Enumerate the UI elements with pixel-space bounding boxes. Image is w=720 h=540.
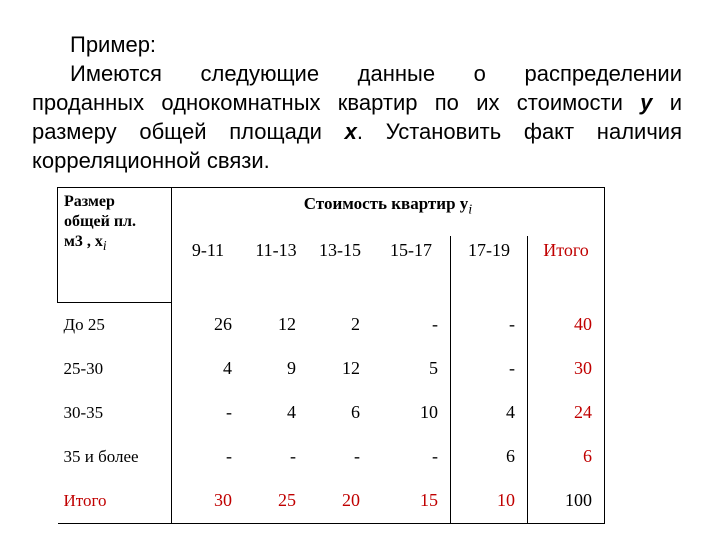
column-total-cell: 25	[244, 479, 308, 524]
row-header-cell	[58, 188, 172, 303]
table-row	[58, 302, 605, 347]
var-y: y	[640, 90, 653, 115]
table-cell: -	[451, 347, 528, 391]
column-total-cell: 15	[372, 479, 451, 524]
intro-line-3-tail: . Установить факт наличия	[356, 119, 682, 144]
row-label: 25-30	[63, 358, 104, 378]
table-row	[58, 347, 605, 391]
col-group-header	[172, 188, 605, 237]
table-row	[58, 391, 605, 435]
column-total-cell: 30	[172, 479, 245, 524]
table-cell: 10	[372, 391, 451, 435]
table-cell: 12	[278, 313, 296, 334]
table-cell: -	[172, 435, 245, 479]
table-cell: -	[372, 302, 451, 347]
col-header-4: 15-17	[372, 236, 451, 302]
var-x: x	[344, 119, 357, 144]
row-label-total: Итого	[58, 479, 172, 524]
row-total-cell: 30	[528, 347, 605, 391]
row-total-cell: 24	[528, 391, 605, 435]
intro-text	[32, 30, 682, 175]
table-cell: -	[372, 435, 451, 479]
col-header-5: 17-19	[451, 236, 528, 302]
table-row-total	[58, 479, 605, 524]
table-cell: 4	[172, 347, 245, 391]
col-header-3: 13-15	[319, 240, 361, 260]
row-label: До 25	[58, 302, 172, 347]
table-cell: 26	[172, 302, 245, 347]
table-cell: 6	[451, 435, 528, 479]
row-label: 35 и более	[63, 446, 139, 466]
column-total-cell: 10	[451, 479, 528, 524]
table-cell: 6	[351, 402, 360, 422]
intro-line-1: Имеются следующие данные о распределении	[70, 61, 682, 86]
intro-line-4: корреляционной связи.	[32, 148, 270, 173]
table-cell: 4	[287, 402, 296, 422]
col-header-1: 9-11	[191, 240, 225, 260]
example-title: Пример:	[70, 32, 157, 57]
table-cell: 4	[451, 391, 528, 435]
col-group-header-text: Стоимость квартир y	[303, 194, 469, 213]
grand-total-cell: 100	[528, 479, 605, 524]
table-cell: -	[172, 391, 245, 435]
row-label: 30-35	[63, 402, 104, 422]
col-group-sub: i	[468, 201, 473, 218]
intro-line-3-text: размеру общей площади	[32, 119, 322, 144]
row-total-cell: 40	[528, 302, 605, 347]
table-cell: 2	[351, 313, 360, 334]
intro-line-3	[32, 117, 682, 146]
table-row	[58, 435, 605, 479]
table-cell: 12	[342, 358, 360, 378]
col-header-total: Итого	[528, 236, 605, 302]
table-cell: -	[451, 302, 528, 347]
intro-line-2-text: проданных однокомнатных квартир по их стоимости	[32, 90, 623, 115]
row-header-line-2: общей пл.	[64, 213, 137, 230]
table-cell: 9	[287, 358, 296, 378]
row-header-line-3: м3 , x	[64, 233, 103, 250]
column-total-cell: 20	[308, 479, 372, 524]
table-cell: -	[354, 446, 360, 466]
row-header-sub: i	[102, 238, 107, 254]
table-cell: 5	[372, 347, 451, 391]
table-cell: -	[290, 446, 296, 466]
row-total-cell: 6	[528, 435, 605, 479]
col-header-2: 11-13	[255, 240, 297, 260]
intro-line-2	[32, 88, 682, 117]
intro-line-2-tail: и	[652, 90, 682, 115]
row-header-line-1: Размер	[64, 193, 115, 210]
distribution-table	[57, 187, 605, 524]
